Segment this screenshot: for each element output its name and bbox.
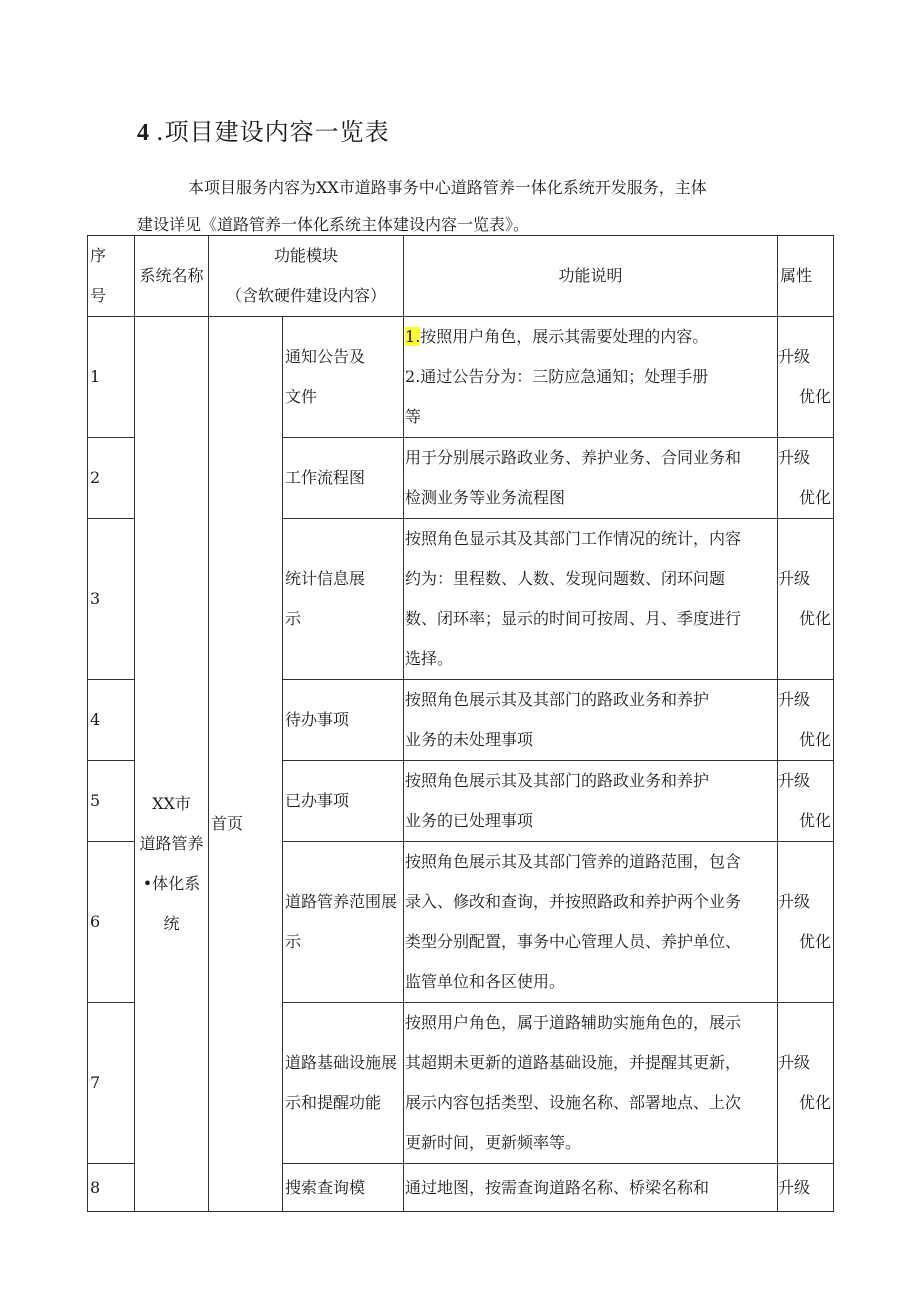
table-header-row <box>88 236 834 317</box>
header-seq: 序 号 <box>88 236 135 317</box>
row-seq: 7 <box>88 1003 135 1164</box>
header-attribute: 属性 <box>778 236 834 317</box>
function-description: 按照用户角色，属于道路辅助实施角色的，展示 其超期未更新的道路基础设施，并提醒其更新， 展示内容包括类型、设施名称、部署地点、上次 更新时间，更新频率等。 <box>404 1003 778 1164</box>
function-description: 按照角色展示其及其部门的路政业务和养护 业务的未处理事项 <box>404 680 778 761</box>
intro-line-1: 本项目服务内容为XX市道路事务中心道路管养一体化系统开发服务，主体 <box>188 178 707 197</box>
attribute: 升级 优化 <box>778 680 834 761</box>
function-description: 按照角色显示其及其部门工作情况的统计，内容 约为：里程数、人数、发现问题数、闭环问题 数、闭环率；显示的时间可按周、月、季度进行 选择。 <box>404 519 778 680</box>
module-name: 已办事项 <box>283 761 404 842</box>
module-name: 通知公告及 文件 <box>283 317 404 438</box>
module-name: 统计信息展 示 <box>283 519 404 680</box>
header-function-module: 功能模块 （含软硬件建设内容） <box>209 236 404 317</box>
function-description: 按照角色展示其及其部门的路政业务和养护 业务的已处理事项 <box>404 761 778 842</box>
header-function-desc: 功能说明 <box>404 236 778 317</box>
function-description: 用于分别展示路政业务、养护业务、合同业务和 检测业务等业务流程图 <box>404 438 778 519</box>
section-title: .项目建设内容一览表 <box>156 118 390 146</box>
row-seq: 3 <box>88 519 135 680</box>
row-seq: 2 <box>88 438 135 519</box>
module-name: 待办事项 <box>283 680 404 761</box>
row-seq: 5 <box>88 761 135 842</box>
module-name: 工作流程图 <box>283 438 404 519</box>
module-group-cell: 首页 <box>209 317 283 1212</box>
attribute: 升级 <box>778 1164 834 1212</box>
function-description: 按照角色展示其及其部门管养的道路范围，包含 录入、修改和查询，并按照路政和养护两个业务 类型分别配置，事务中心管理人员、养护单位、 监管单位和各区使用。 <box>404 842 778 1003</box>
attribute: 升级 优化 <box>778 438 834 519</box>
attribute: 升级 优化 <box>778 317 834 438</box>
row-seq: 4 <box>88 680 135 761</box>
table-row <box>88 317 834 438</box>
header-system-name: 系统名称 <box>135 236 209 317</box>
section-heading <box>137 112 390 147</box>
row-seq: 8 <box>88 1164 135 1212</box>
module-name: 搜索查询模 <box>283 1164 404 1212</box>
module-name: 道路管养范围展 示 <box>283 842 404 1003</box>
attribute: 升级 优化 <box>778 842 834 1003</box>
attribute: 升级 优化 <box>778 519 834 680</box>
intro-line-2: 建设详见《道路管养一体化系统主体建设内容一览表》。 <box>137 215 530 234</box>
attribute: 升级 优化 <box>778 1003 834 1164</box>
highlighted-number: 1. <box>405 327 421 346</box>
attribute: 升级 优化 <box>778 761 834 842</box>
row-seq: 1 <box>88 317 135 438</box>
function-description: 通过地图，按需查询道路名称、桥梁名称和 <box>404 1164 778 1212</box>
section-number: 4 <box>137 120 150 146</box>
construction-content-table <box>87 235 834 1212</box>
function-description: 1.按照用户角色，展示其需要处理的内容。 2.通过公告分为：三防应急通知；处理手册 等 <box>404 317 778 438</box>
system-name-cell: XX市 道路管养 •体化系 统 <box>135 317 209 1212</box>
module-name: 道路基础设施展 示和提醒功能 <box>283 1003 404 1164</box>
row-seq: 6 <box>88 842 135 1003</box>
